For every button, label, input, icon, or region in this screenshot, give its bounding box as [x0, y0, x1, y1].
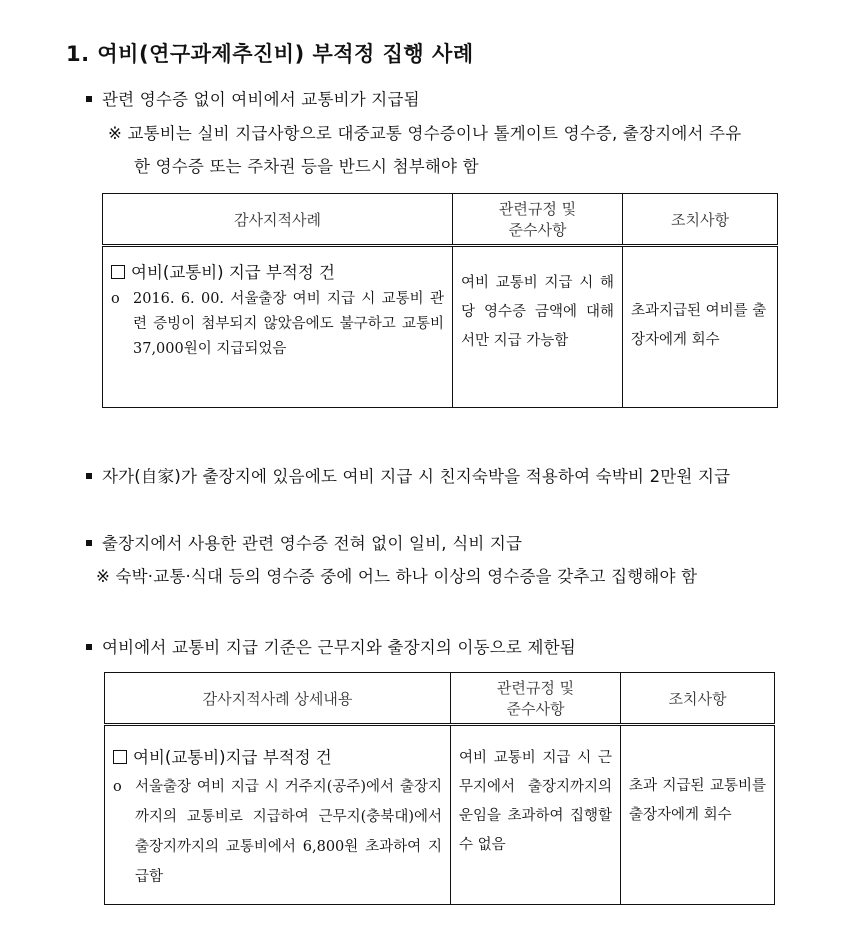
checkbox-square-icon [111, 265, 125, 279]
case-paragraph [103, 287, 452, 362]
audit-table-1 [102, 193, 778, 408]
header-label: 관련규정 및 [496, 679, 575, 697]
action-text: 초과 지급된 교통비를 출장자에게 회수 [629, 778, 766, 823]
case-paragraph [105, 772, 450, 892]
note-line: ※ 숙박·교통·식대 등의 영수증 중에 어느 하나 이상의 영수증을 갖추고 집행해야 함 [96, 567, 698, 586]
regulation-cell [451, 725, 621, 905]
bullet-text: 자가(自家)가 출장지에 있음에도 여비 지급 시 친지숙박을 적용하여 숙박비 2만원 지급 [102, 467, 731, 486]
regulation-text: 여비 교통비 지급 시 해당 영수증 금액에 대해서만 지급 가능함 [461, 275, 614, 349]
bullet-text: 관련 영수증 없이 여비에서 교통비가 지급됨 [102, 90, 420, 109]
header-label: 준수사항 [506, 700, 565, 718]
regulation-cell [453, 246, 623, 408]
audit-case-cell [105, 725, 451, 905]
header-action [621, 673, 775, 725]
square-bullet-icon [86, 473, 92, 479]
header-action [623, 194, 778, 246]
header-regulation [453, 194, 623, 246]
header-audit-case-detail [105, 673, 451, 725]
bullet-item-transport-limit [86, 634, 576, 658]
regulation-text: 여비 교통비 지급 시 근무지에서 출장지까지의 운임을 초과하여 집행할 수 없음 [459, 750, 612, 853]
circle-bullet: o [113, 779, 122, 795]
case-title [111, 259, 452, 283]
note-line: ※ 교통비는 실비 지급사항으로 대중교통 영수증이나 톨게이트 영수증, 출장지에서 주유 [108, 124, 742, 143]
case-text: 서울출장 여비 지급 시 거주지(공주)에서 출장지까지의 교통비로 지급하여 근무지(충북대)에서 출장지까지의 교통비에서 6,800원 초과하여 지급함 [135, 779, 442, 885]
header-label: 조치사항 [671, 210, 729, 229]
checkbox-square-icon [113, 750, 127, 764]
header-audit-case [103, 194, 453, 246]
case-title-text: 여비(교통비)지급 부적정 건 [133, 748, 332, 767]
action-cell [621, 725, 775, 905]
square-bullet-icon [86, 644, 92, 650]
bullet-text: 출장지에서 사용한 관련 영수증 전혀 없이 일비, 식비 지급 [102, 534, 523, 553]
bullet-text: 여비에서 교통비 지급 기준은 근무지와 출장지의 이동으로 제한됨 [102, 638, 576, 657]
case-title-text: 여비(교통비) 지급 부적정 건 [131, 263, 335, 282]
header-label: 관련규정 및 [498, 200, 577, 218]
bullet-item-receipt-missing [86, 86, 420, 110]
header-label: 준수사항 [508, 221, 567, 239]
square-bullet-icon [86, 96, 92, 102]
audit-table-2 [104, 672, 775, 905]
header-regulation [451, 673, 621, 725]
action-cell [623, 246, 778, 408]
bullet-item-own-home [86, 463, 730, 487]
case-title [113, 744, 450, 768]
header-label: 감사지적사례 상세내용 [202, 689, 353, 708]
note-line: 한 영수증 또는 주차권 등을 반드시 첨부해야 함 [134, 157, 479, 176]
bullet-item-no-receipts [86, 530, 522, 554]
case-text: 2016. 6. 00. 서울출장 여비 지급 시 교통비 관련 증빙이 첨부되지 않았음에도 불구하고 교통비 37,000원이 지급되었음 [133, 291, 444, 357]
header-label: 조치사항 [668, 689, 727, 708]
action-text: 초과지급된 여비를 출장자에게 회수 [631, 303, 767, 348]
audit-case-cell [103, 246, 453, 408]
page-title: 1. 여비(연구과제추진비) 부적정 집행 사례 [66, 42, 474, 66]
circle-bullet: o [111, 291, 120, 307]
square-bullet-icon [86, 540, 92, 546]
header-label: 감사지적사례 [234, 210, 321, 229]
